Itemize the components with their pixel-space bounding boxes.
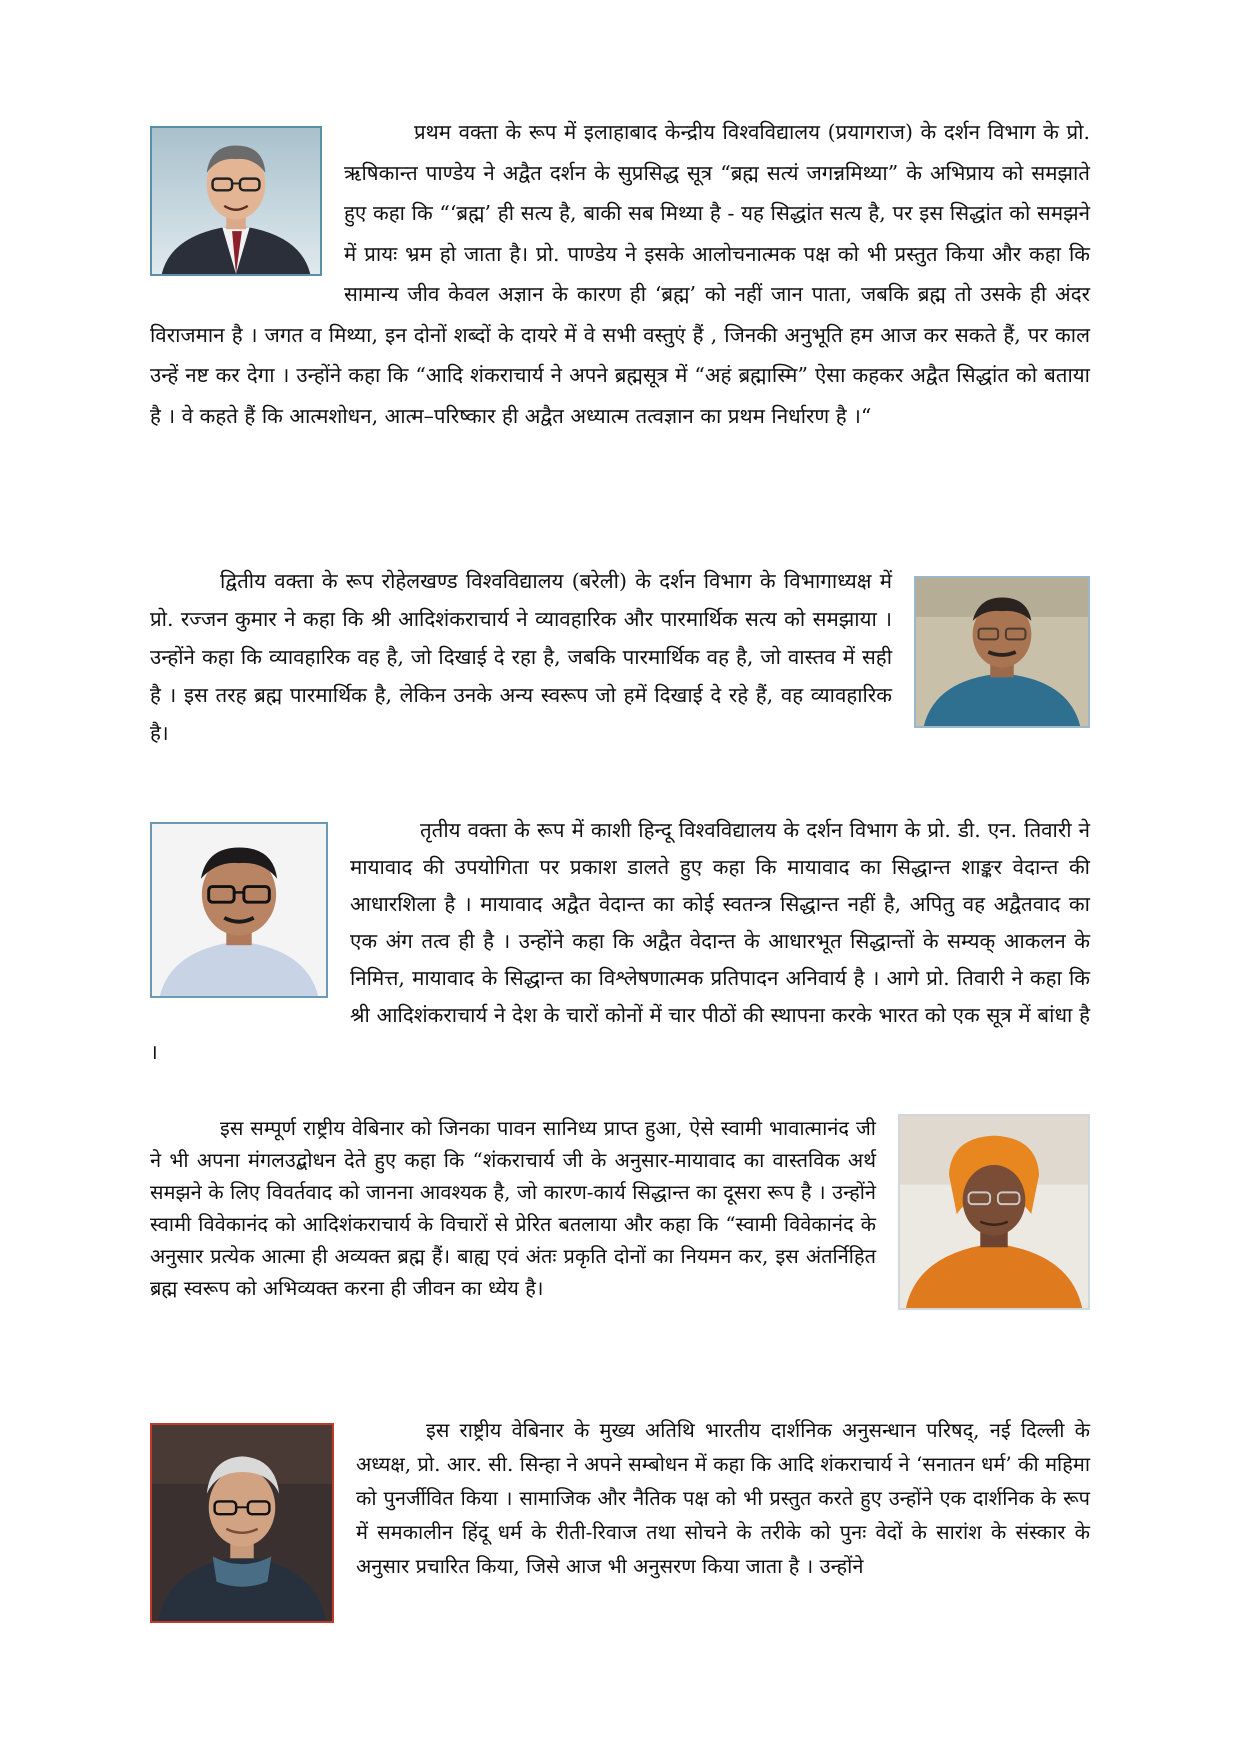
speaker-3-paragraph: तृतीय वक्ता के रूप में काशी हिन्दू विश्वविद्यालय के दर्शन विभाग के प्रो. डी. एन. तिवारी ने मायावाद की उपयोगिता पर प्रकाश डालते हुए कहा कि मायावाद का सिद्धान्त शाङ्कर वेदान्त की आधारशिला है । मायावाद अद्वैत वेदान्त का कोई स्वतन्त्र सिद्धान्त नहीं है, अपितु वह अद्वैतवाद का एक अंग तत्व ही है । उन्होंने कहा कि अद्वैत वेदान्त के आधारभूत सिद्धान्तों के सम्यक् आकलन के निमित्त, मायावाद के सिद्धान्त का विश्लेषणात्मक प्रतिपादन अनिवार्य है । आगे प्रो. तिवारी ने कहा कि श्री आदिशंकराचार्य ने देश के चारों कोनों में चार पीठों की स्थापना करके भारत को एक सूत्र में बांधा है । [150,818,1090,1064]
speaker-4-paragraph: इस सम्पूर्ण राष्ट्रीय वेबिनार को जिनका पावन सानिध्य प्राप्त हुआ, ऐसे स्वामी भावात्मानंद जी ने भी अपना मंगलउद्बोधन देते हुए कहा कि “शंकराचार्य जी के अनुसार-मायावाद का वास्तविक अर्थ समझने के लिए विवर्तवाद को जानना आवश्यक है, जो कारण-कार्य सिद्धान्त का दूसरा रूप है । उन्होंने स्वामी विवेकानंद को आदिशंकराचार्य के विचारों से प्रेरित बतलाया और कहा कि “स्वामी विवेकानंद के अनुसार प्रत्येक आत्मा ही अव्यक्त ब्रह्म हैं। बाह्य एवं अंतः प्रकृति दोनों का नियमन कर, इस अंतर्निहित ब्रह्म स्वरूप को अभिव्यक्त करना ही जीवन का ध्येय है। [150,1116,876,1300]
chief-guest-paragraph: इस राष्ट्रीय वेबिनार के मुख्य अतिथि भारतीय दार्शनिक अनुसन्धान परिषद्, नई दिल्ली के अध्यक्ष, प्रो. आर. सी. सिन्हा ने अपने सम्बोधन में कहा कि आदि शंकराचार्य ने ‘सनातन धर्म’ की महिमा को पुनर्जीवित किया । सामाजिक और नैतिक पक्ष को भी प्रस्तुत करते हुए उन्होंने एक दार्शनिक के रूप में समकालीन हिंदू धर्म के रीती-रिवाज तथा सोचने के तरीके को पुनः वेदों के सारांश के संस्कार के अनुसार प्रचारित किया, जिसे आज भी अनुसरण किया जाता है । उन्होंने [356,1418,1090,1578]
speaker-3-section [150,812,1090,1071]
speaker-2-section [150,562,1090,752]
speaker-1-photo [150,126,322,276]
speaker-3-photo [150,822,328,998]
speaker-2-photo [914,576,1090,728]
speaker-4-photo [898,1114,1090,1310]
speaker-4-section [150,1112,1090,1318]
speaker-1-section [150,112,1090,436]
speaker-2-paragraph: द्वितीय वक्ता के रूप रोहेलखण्ड विश्वविद्यालय (बरेली) के दर्शन विभाग के विभागाध्यक्ष में प्रो. रज्जन कुमार ने कहा कि श्री आदिशंकराचार्य ने व्यावहारिक और पारमार्थिक सत्य को समझाया । उन्होंने कहा कि व्यावहारिक वह है, जो दिखाई दे रहा है, जबकि पारमार्थिक वह है, जो वास्तव में सही है । इस तरह ब्रह्म पारमार्थिक है, लेकिन उनके अन्य स्वरूप जो हमें दिखाई दे रहे हैं, वह व्यावहारिक है। [150,569,892,745]
speaker-1-paragraph: प्रथम वक्ता के रूप में इलाहाबाद केन्द्रीय विश्वविद्यालय (प्रयागराज) के दर्शन विभाग के प्रो. ऋषिकान्त पाण्डेय ने अद्वैत दर्शन के सुप्रसिद्ध सूत्र “ब्रह्म सत्यं जगन्नमिथ्या” के अभिप्राय को समझाते हुए कहा कि “‘ब्रह्म’ ही सत्य है, बाकी सब मिथ्या है - यह सिद्धांत सत्य है, पर इस सिद्धांत को समझने में प्रायः भ्रम हो जाता है। प्रो. पाण्डेय ने इसके आलोचनात्मक पक्ष को भी प्रस्तुत किया और कहा कि सामान्य जीव केवल अज्ञान के कारण ही ‘ब्रह्म’ को नहीं जान पाता, जबकि ब्रह्म तो उसके ही अंदर विराजमान है । जगत व मिथ्या, इन दोनों शब्दों के दायरे में वे सभी वस्तुएं हैं , जिनकी अनुभूति हम आज कर सकते हैं, पर काल उन्हें नष्ट कर देगा । उन्होंने कहा कि “आदि शंकराचार्य ने अपने ब्रह्मसूत्र में “अहं ब्रह्मास्मि” ऐसा कहकर अद्वैत सिद्धांत को बताया है । वे कहते हैं कि आत्मशोधन, आत्म–परिष्कार ही अद्वैत अध्यात्म तत्वज्ञान का प्रथम निर्धारण है ।“ [150,120,1090,428]
chief-guest-section [150,1413,1090,1631]
chief-guest-photo [150,1423,334,1623]
